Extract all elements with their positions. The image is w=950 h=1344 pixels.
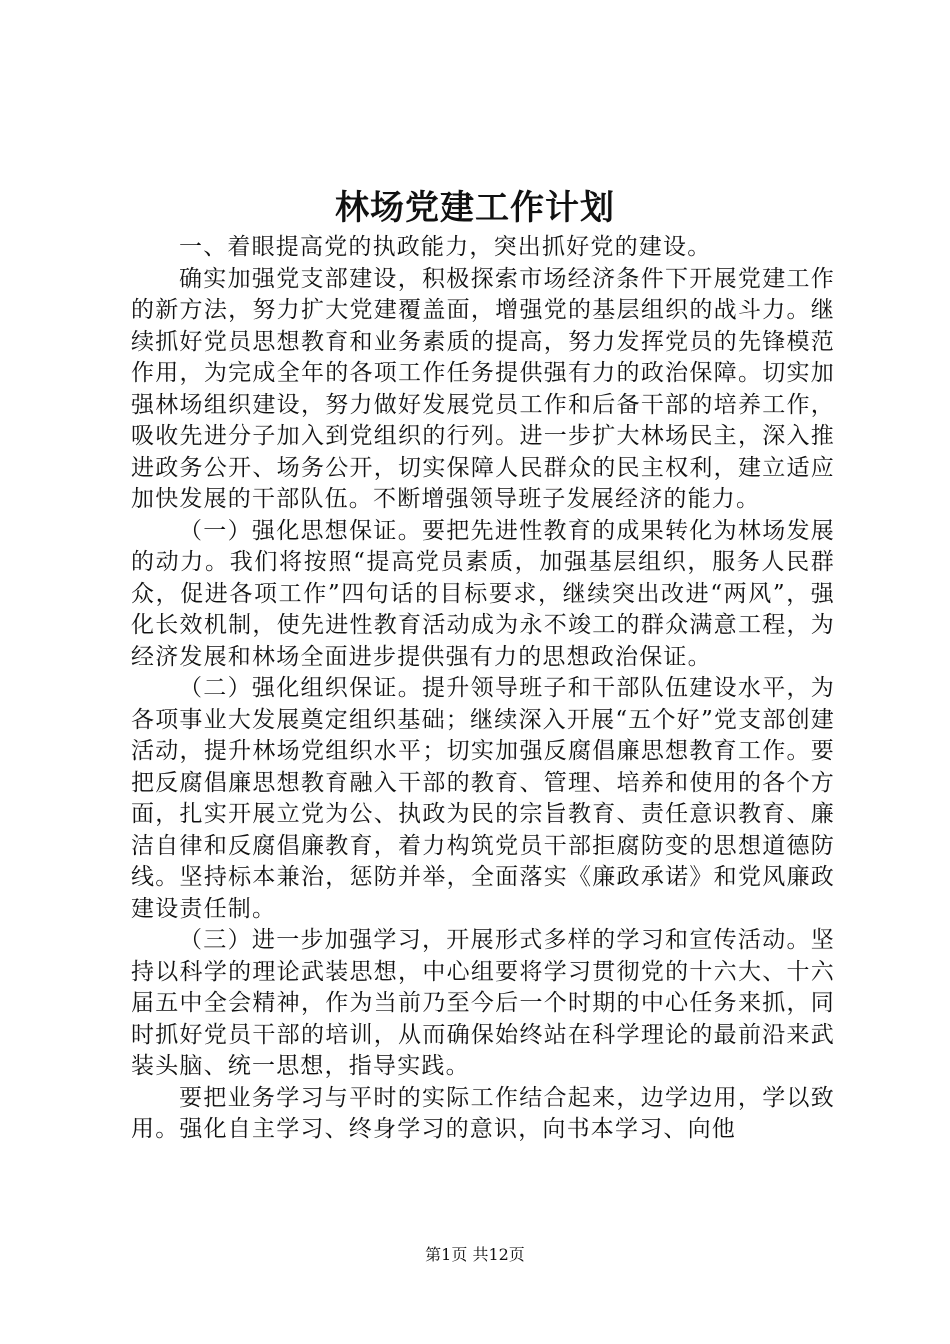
paragraph-study: （三）进一步加强学习，开展形式多样的学习和宣传活动。坚持以科学的理论武装思想，中心组要将学习贯彻党的十六大、十六届五中全会精神，作为当前乃至今后一个时期的中心任务来抓，同时抓好党员干部的培训，从而确保始终站在科学理论的最前沿来武装头脑、统一思想，指导实践。	[131, 927, 835, 1079]
document-title: 林场党建工作计划	[335, 188, 615, 228]
paragraph-organizational-guarantee: （二）强化组织保证。提升领导班子和干部队伍建设水平，为各项事业大发展奠定组织基础；继续深入开展“五个好”党支部创建活动，提升林场党组织水平；切实加强反腐倡廉思想教育工作。要把反腐倡廉思想教育融入干部的教育、管理、培养和使用的各个方面，扎实开展立党为公、执政为民的宗旨教育、责任意识教育、廉洁自律和反腐倡廉教育，着力构筑党员干部拒腐防变的思想道德防线。坚持标本兼治，惩防并举，全面落实《廉政承诺》和党风廉政建设责任制。	[131, 675, 835, 922]
paragraph-ideological-guarantee: （一）强化思想保证。要把先进性教育的成果转化为林场发展的动力。我们将按照“提高党员素质，加强基层组织，服务人民群众，促进各项工作”四句话的目标要求，继续突出改进“两风”，强化长效机制，使先进性教育活动成为永不竣工的群众满意工程，为经济发展和林场全面进步提供强有力的思想政治保证。	[131, 517, 835, 670]
document-body	[131, 232, 835, 1146]
paragraph-party-branch: 确实加强党支部建设，积极探索市场经济条件下开展党建工作的新方法，努力扩大党建覆盖面，增强党的基层组织的战斗力。继续抓好党员思想教育和业务素质的提高，努力发挥党员的先锋模范作用，为完成全年的各项工作任务提供强有力的政治保障。切实加强林场组织建设，努力做好发展党员工作和后备干部的培养工作，吸收先进分子加入到党组织的行列。进一步扩大林场民主，深入推进政务公开、场务公开，切实保障人民群众的民主权利，建立适应加快发展的干部队伍。不断增强领导班子发展经济的能力。	[131, 265, 835, 512]
paragraph-heading-one: 一、着眼提高党的执政能力，突出抓好党的建设。	[179, 234, 712, 260]
paragraph-business-study: 要把业务学习与平时的实际工作结合起来，边学边用，学以致用。强化自主学习、终身学习的意识，向书本学习、向他	[131, 1084, 835, 1142]
page-number-footer: 第1页 共12页	[425, 1245, 525, 1264]
